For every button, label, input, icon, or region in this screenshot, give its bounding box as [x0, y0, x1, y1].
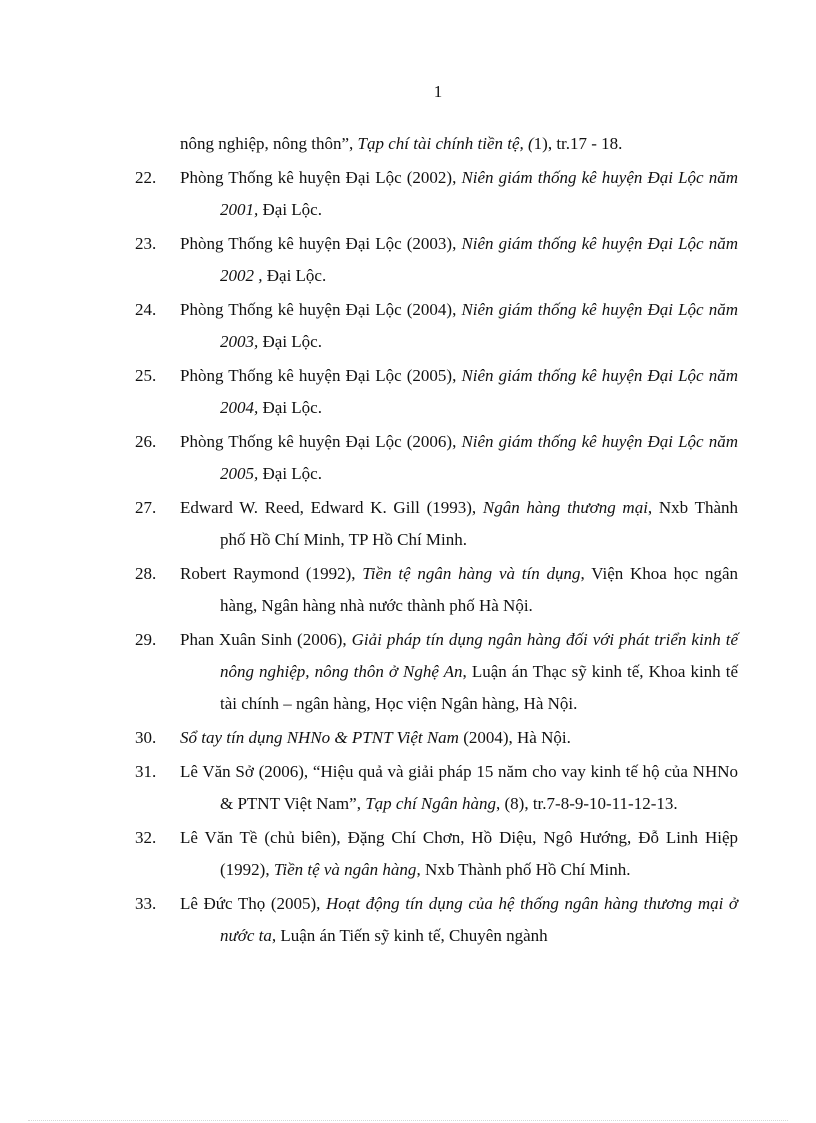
reference-author: Phòng Thống kê huyện Đại Lộc (2005),: [180, 366, 462, 385]
page-bottom-divider: [28, 1120, 788, 1121]
reference-publisher: Đại Lộc.: [262, 266, 327, 285]
reference-24: [135, 294, 738, 358]
reference-publisher: , (8), tr.7-8-9-10-11-12-13.: [496, 794, 678, 813]
reference-27: [135, 492, 738, 556]
reference-number: 26.: [135, 432, 157, 451]
reference-author: Robert Raymond (1992),: [180, 564, 363, 583]
reference-publisher: , Viện Khoa học ngân hàng, Ngân hàng nhà nước thành phố Hà Nội.: [220, 564, 738, 615]
reference-author: Lê Đức Thọ (2005),: [180, 894, 327, 913]
reference-title: Hoạt động tín dụng của hệ thống ngân hàng thương mại ở nước ta: [220, 894, 738, 945]
reference-number: 29.: [135, 630, 157, 649]
reference-title: Sổ tay tín dụng NHNo & PTNT Việt Nam: [180, 728, 459, 747]
page-number: 1: [433, 82, 443, 101]
reference-author: Edward W. Reed, Edward K. Gill (1993),: [180, 498, 483, 517]
reference-author: Lê Văn Sở (2006), “Hiệu quả và giải pháp 15 năm cho vay kinh tế hộ của NHNo & PTNT Việt Nam”,: [180, 762, 738, 813]
reference-title: Giải pháp tín dụng ngân hàng đối với phát triển kinh tế nông nghiệp, nông thôn ở Nghệ An: [220, 630, 738, 681]
reference-22: [135, 162, 738, 226]
reference-publisher: Đại Lộc.: [258, 332, 322, 351]
reference-28: [135, 558, 738, 622]
continuation-journal: Tạp chí tài chính tiền tệ, (: [357, 134, 534, 153]
reference-number: 22.: [135, 168, 157, 187]
reference-author: Phòng Thống kê huyện Đại Lộc (2002),: [180, 168, 462, 187]
reference-publisher: , Nxb Thành phố Hồ Chí Minh.: [416, 860, 631, 879]
reference-author: Phan Xuân Sinh (2006),: [180, 630, 352, 649]
reference-publisher: , Luận án Tiến sỹ kinh tế, Chuyên ngành: [271, 926, 548, 945]
reference-number: 28.: [135, 564, 157, 583]
reference-number: 30.: [135, 728, 157, 747]
reference-number: 32.: [135, 828, 157, 847]
reference-23: [135, 228, 738, 292]
reference-title: Tạp chí Ngân hàng: [365, 794, 497, 813]
reference-25: [135, 360, 738, 424]
reference-publisher: , Nxb Thành phố Hồ Chí Minh, TP Hồ Chí Minh.: [220, 498, 738, 549]
reference-title: Niên giám thống kê huyện Đại Lộc năm 2001,: [220, 168, 738, 219]
reference-title: Ngân hàng thương mại: [482, 498, 648, 517]
continuation-pages: 1), tr.17 - 18.: [533, 134, 623, 153]
reference-number: 27.: [135, 498, 157, 517]
reference-publisher: , Luận án Thạc sỹ kinh tế, Khoa kinh tế tài chính – ngân hàng, Học viện Ngân hàng, Hà Nội.: [220, 662, 738, 713]
reference-title: Niên giám thống kê huyện Đại Lộc năm 2002 ,: [220, 234, 738, 285]
reference-30: [135, 722, 738, 754]
reference-publisher: Đại Lộc.: [258, 398, 322, 417]
reference-publisher: Đại Lộc.: [258, 200, 322, 219]
reference-number: 31.: [135, 762, 157, 781]
reference-title: Tiền tệ ngân hàng và tín dụng: [362, 564, 581, 583]
reference-list: [135, 128, 738, 952]
reference-author: Phòng Thống kê huyện Đại Lộc (2006),: [180, 432, 462, 451]
reference-title: Niên giám thống kê huyện Đại Lộc năm 2003,: [220, 300, 738, 351]
reference-number: 23.: [135, 234, 157, 253]
reference-number: 24.: [135, 300, 157, 319]
reference-number: 33.: [135, 894, 157, 913]
reference-author: Phòng Thống kê huyện Đại Lộc (2003),: [180, 234, 462, 253]
reference-author: Lê Văn Tề (chủ biên), Đặng Chí Chơn, Hồ Diệu, Ngô Hướng, Đỗ Linh Hiệp (1992),: [180, 828, 738, 879]
continuation-text: nông nghiệp, nông thôn”,: [180, 134, 358, 153]
reference-29: [135, 624, 738, 720]
reference-title: Niên giám thống kê huyện Đại Lộc năm 2004,: [220, 366, 738, 417]
reference-26: [135, 426, 738, 490]
reference-number: 25.: [135, 366, 157, 385]
reference-32: [135, 822, 738, 886]
reference-33: [135, 888, 738, 952]
reference-publisher: (2004), Hà Nội.: [458, 728, 571, 747]
reference-31: [135, 756, 738, 820]
reference-title: Tiền tệ và ngân hàng: [273, 860, 417, 879]
reference-publisher: Đại Lộc.: [258, 464, 322, 483]
reference-author: Phòng Thống kê huyện Đại Lộc (2004),: [180, 300, 462, 319]
reference-continuation: [180, 128, 738, 160]
reference-title: Niên giám thống kê huyện Đại Lộc năm 2005,: [220, 432, 738, 483]
